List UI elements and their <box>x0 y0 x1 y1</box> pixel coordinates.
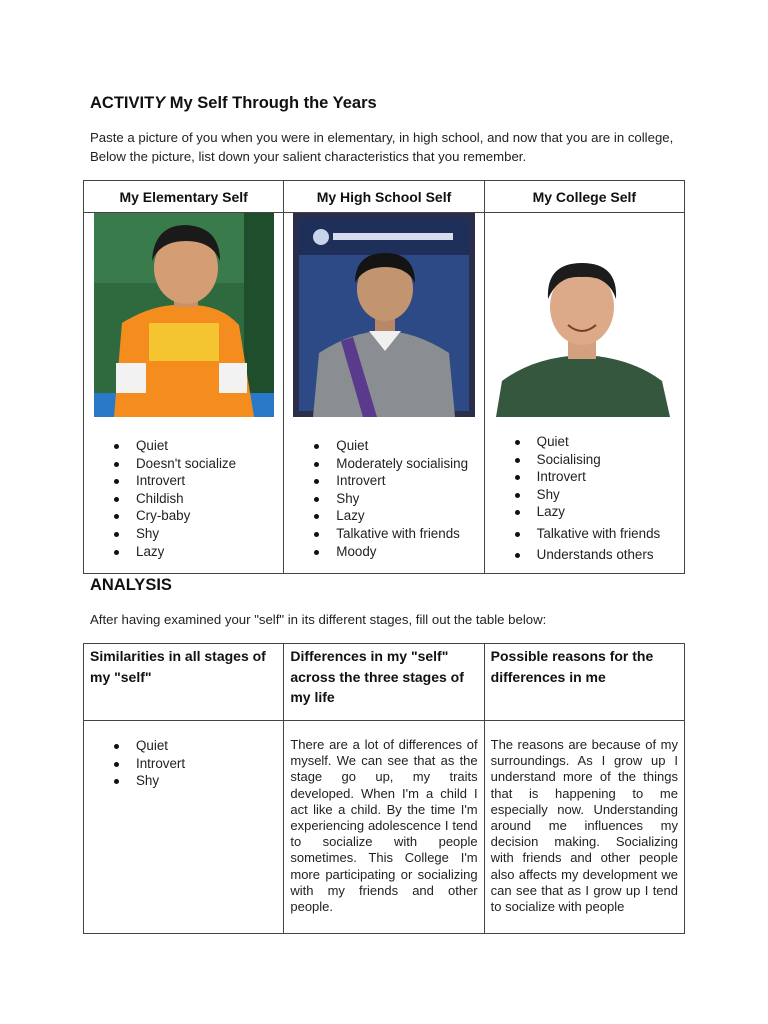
selves-table <box>83 180 685 574</box>
elementary-traits <box>84 417 283 560</box>
list-item: Introvert <box>515 468 684 486</box>
elementary-photo <box>94 213 274 417</box>
college-traits <box>485 417 684 563</box>
list-item: Childish <box>114 490 283 508</box>
list-item: Lazy <box>515 503 684 521</box>
differences-text: There are a lot of differences of myself. We can see that as the stage go up, my traits developed. When I'm a child I act like a child. By the time I'm experiencing adolescence I tend to socialize with people sometimes. This College I'm more participating or socializing with my friends and other people. <box>290 737 478 915</box>
similarities-list <box>84 721 283 790</box>
analysis-table <box>83 643 685 934</box>
list-item: Shy <box>515 486 684 504</box>
list-item: Shy <box>314 490 483 508</box>
list-item: Moderately socialising <box>314 455 483 473</box>
header-elementary: My Elementary Self <box>84 181 284 213</box>
list-item: Talkative with friends <box>314 525 483 543</box>
list-item: Shy <box>114 772 283 790</box>
analysis-heading: ANALYSIS <box>90 576 172 594</box>
list-item: Introvert <box>314 472 483 490</box>
analysis-instructions: After having examined your "self" in its different stages, fill out the table below: <box>90 612 547 627</box>
list-item: Quiet <box>114 737 283 755</box>
list-item: Introvert <box>114 755 283 773</box>
list-item: Quiet <box>515 433 684 451</box>
reasons-cell <box>484 721 684 934</box>
college-cell <box>484 213 684 574</box>
differences-cell <box>284 721 484 934</box>
college-photo <box>494 213 674 417</box>
list-item: Understands others <box>515 546 684 564</box>
highschool-cell <box>284 213 484 574</box>
list-item: Cry-baby <box>114 507 283 525</box>
list-item: Doesn't socialize <box>114 455 283 473</box>
header-reasons: Possible reasons for the differences in me <box>484 644 684 721</box>
reasons-text: The reasons are because of my surroundings. As I grow up I understand more of the things that is happening to me especially now. Understanding around me influences my decision making. Socializing with friends and other people also affects my development we can see that as I grow up I tend to socialize with people <box>490 737 678 915</box>
elementary-cell <box>84 213 284 574</box>
list-item: Lazy <box>114 543 283 561</box>
list-item: Quiet <box>114 437 283 455</box>
highschool-photo <box>293 213 475 417</box>
activity-instructions: Paste a picture of you when you were in elementary, in high school, and now that you are in college, Below the picture, list down your salient characteristics that you remember. <box>90 130 674 164</box>
list-item: Shy <box>114 525 283 543</box>
list-item: Moody <box>314 543 483 561</box>
activity-title: ACTIVITY My Self Through the Years <box>90 94 377 112</box>
similarities-cell <box>84 721 284 934</box>
list-item: Quiet <box>314 437 483 455</box>
list-item: Talkative with friends <box>515 525 684 543</box>
header-differences: Differences in my "self" across the three stages of my life <box>284 644 484 721</box>
list-item: Socialising <box>515 451 684 469</box>
header-similarities: Similarities in all stages of my "self" <box>84 644 284 721</box>
highschool-traits <box>284 417 483 560</box>
list-item: Lazy <box>314 507 483 525</box>
header-college: My College Self <box>484 181 684 213</box>
list-item: Introvert <box>114 472 283 490</box>
header-highschool: My High School Self <box>284 181 484 213</box>
